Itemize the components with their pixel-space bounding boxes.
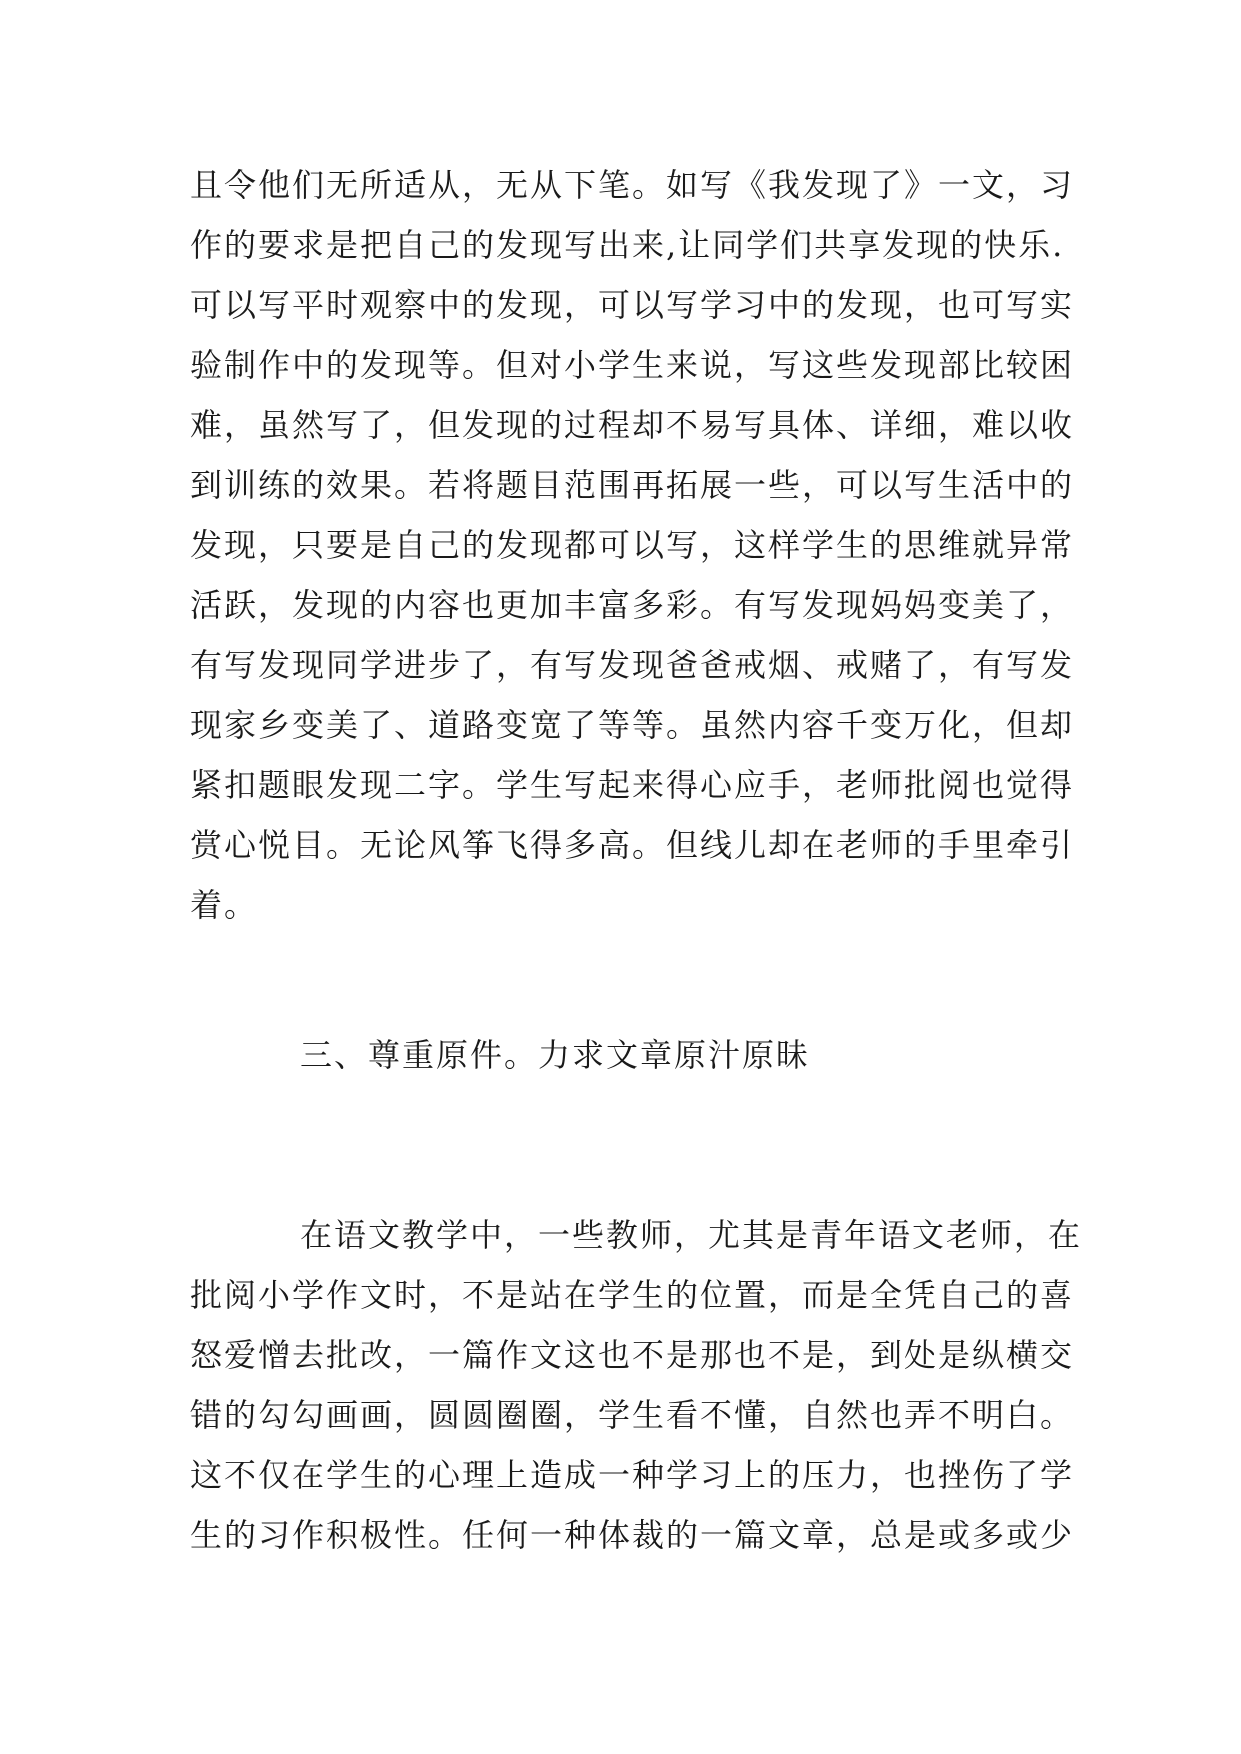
paragraph-line: 批阅小学作文时，不是站在学生的位置，而是全凭自己的喜 [190, 1276, 1075, 1314]
paragraph-line: 紧扣题眼发现二字。学生写起来得心应手，老师批阅也觉得 [190, 766, 1075, 804]
paragraph-line: 难，虽然写了，但发现的过程却不易写具体、详细，难以收 [190, 406, 1075, 444]
paragraph-line: 怒爱憎去批改，一篇作文这也不是那也不是，到处是纵横交 [190, 1336, 1075, 1374]
paragraph-line: 生的习作积极性。任何一种体裁的一篇文章，总是或多或少 [190, 1516, 1075, 1554]
paragraph-line: 活跃，发现的内容也更加丰富多彩。有写发现妈妈变美了， [190, 586, 1075, 624]
paragraph-line: 错的勾勾画画，圆圆圈圈，学生看不懂，自然也弄不明白。 [190, 1396, 1075, 1434]
paragraph-line: 这不仅在学生的心理上造成一种学习上的压力，也挫伤了学 [190, 1456, 1075, 1494]
paragraph-line: 作的要求是把自己的发现写出来,让同学们共享发现的快乐. [190, 226, 1065, 264]
paragraph-line: 着。 [190, 886, 259, 924]
paragraph-line: 赏心悦目。无论风筝飞得多高。但线儿却在老师的手里牵引 [190, 826, 1075, 864]
section-heading-text: 三、尊重原件。力求文章原汁原昧 [300, 1036, 811, 1074]
paragraph-line: 验制作中的发现等。但对小学生来说，写这些发现部比较困 [190, 346, 1075, 384]
paragraph-line: 可以写平时观察中的发现，可以写学习中的发现，也可写实 [190, 286, 1075, 324]
paragraph-line: 有写发现同学进步了，有写发现爸爸戒烟、戒赌了，有写发 [190, 646, 1075, 684]
paragraph-line: 发现，只要是自己的发现都可以写，这样学生的思维就异常 [190, 526, 1075, 564]
paragraph-1 [190, 155, 1075, 935]
paragraph-2 [190, 1205, 1083, 1565]
paragraph-line: 到训练的效果。若将题目范围再拓展一些，可以写生活中的 [190, 466, 1075, 504]
paragraph-line: 且令他们无所适从，无从下笔。如写《我发现了》一文，习 [190, 166, 1075, 204]
section-heading [190, 1025, 1070, 1085]
paragraph-line: 现家乡变美了、道路变宽了等等。虽然内容千变万化，但却 [190, 706, 1075, 744]
paragraph-line: 在语文教学中，一些教师，尤其是青年语文老师，在 [300, 1216, 1083, 1254]
